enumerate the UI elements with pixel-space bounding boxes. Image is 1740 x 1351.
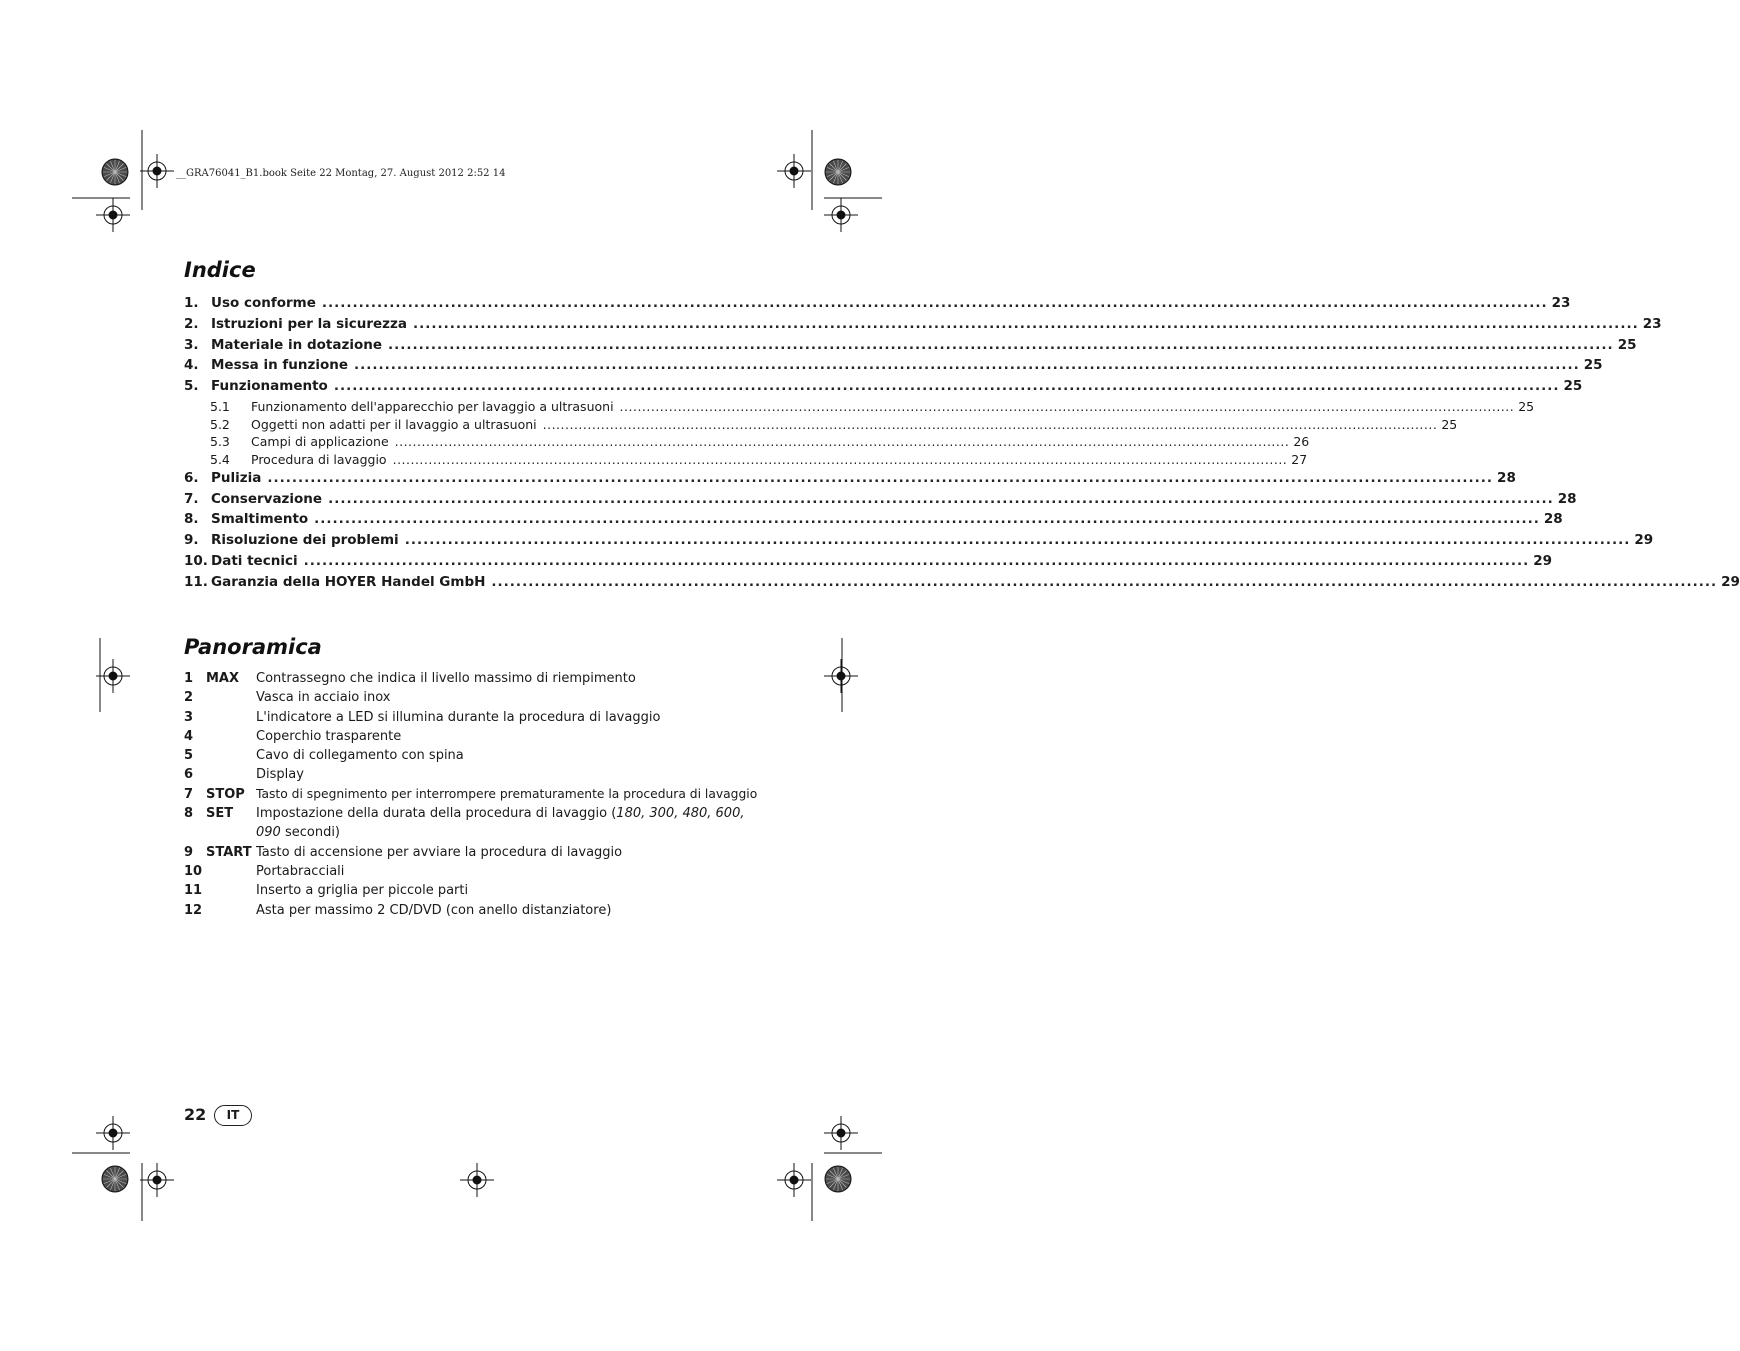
- overview-item: [184, 881, 754, 900]
- toc-dot-leader: ........................................................................................................................................................................................................: [314, 511, 1540, 528]
- toc-entry: [184, 511, 1563, 532]
- toc-entry-label: Conservazione: [211, 490, 323, 507]
- toc-entry-label: Uso conforme: [211, 295, 316, 311]
- toc-dot-leader: ........................................................................................................................................................................................................: [394, 434, 1290, 450]
- toc-entry: [184, 552, 1553, 574]
- toc-entry-page: 27: [1291, 452, 1308, 468]
- toc-dot-leader: ........................................................................................................................................................................................................: [619, 398, 1515, 414]
- toc-entry-page: 25: [1583, 357, 1603, 374]
- overview-item-description: Cavo di collegamento con spina: [256, 748, 464, 764]
- overview-item-number: 5: [184, 748, 194, 764]
- overview-item-number: 1: [184, 671, 194, 686]
- toc-entry-number: 3.: [184, 336, 199, 353]
- toc-entry-label: Istruzioni per la sicurezza: [211, 315, 408, 332]
- toc-dot-leader: ........................................................................................................................................................................................................: [267, 469, 1494, 486]
- toc-entry-label: Smaltimento: [211, 511, 309, 528]
- toc-entry-number: 11.: [184, 573, 208, 590]
- toc-entry-page: 25: [1441, 416, 1458, 432]
- toc-entry-page: 29: [1634, 532, 1654, 549]
- toc-entry-label: Risoluzione dei problemi: [211, 532, 399, 549]
- toc-entry-number: 5.4: [210, 452, 230, 468]
- overview-item-number: 9: [184, 844, 194, 860]
- toc-entry-number: 9.: [184, 532, 199, 549]
- language-badge: IT: [214, 1105, 252, 1126]
- overview-item-number: 4: [184, 728, 194, 744]
- toc-entry-label: Campi di applicazione: [251, 434, 389, 450]
- toc-entry-label: Funzionamento dell'apparecchio per lavaggio a ultrasuoni: [251, 398, 614, 414]
- toc-entry-label: Procedura di lavaggio: [251, 452, 387, 468]
- toc-dot-leader: ........................................................................................................................................................................................................: [413, 315, 1639, 332]
- overview-item: [184, 804, 754, 843]
- toc-entry-number: 4.: [184, 357, 199, 374]
- overview-item: [184, 708, 754, 727]
- overview-item-key: [206, 881, 256, 900]
- toc-dot-leader: ........................................................................................................................................................................................................: [303, 552, 1530, 569]
- toc-entry-number: 5.: [184, 378, 199, 395]
- overview-item: [184, 765, 754, 784]
- toc-entry-number: 1.: [184, 295, 199, 311]
- overview-item-key: [206, 727, 256, 746]
- toc-entry-label: Messa in funzione: [211, 357, 349, 374]
- overview-item-description: Tasto di accensione per avviare la procedura di lavaggio: [256, 844, 623, 860]
- toc-entry-number: 2.: [184, 315, 199, 332]
- overview-item-key: STOP: [206, 786, 245, 802]
- toc-entry: [184, 295, 1571, 316]
- overview-item-number: 11: [184, 883, 203, 899]
- toc-entry-label: Funzionamento: [211, 378, 328, 395]
- overview-item: [184, 669, 754, 688]
- overview-item-key: [206, 765, 256, 784]
- toc-entry-page: 29: [1721, 573, 1740, 590]
- toc-entry-number: 5.1: [210, 398, 230, 414]
- overview-title: Panoramica: [184, 635, 322, 659]
- toc-entry-number: 7.: [184, 490, 199, 507]
- overview-item-description: Tasto di spegnimento per interrompere prematuramente la procedura di lavaggio: [256, 786, 758, 801]
- overview-item-key: START: [206, 844, 252, 860]
- overview-item-number: 2: [184, 690, 194, 706]
- overview-item-key: SET: [206, 806, 234, 822]
- toc-entry-number: 10.: [184, 552, 208, 569]
- toc-entry-label: Oggetti non adatti per il lavaggio a ultrasuoni: [251, 416, 537, 432]
- toc-entry-page: 23: [1551, 295, 1571, 311]
- toc-entry-page: 25: [1518, 398, 1535, 414]
- toc-dot-leader: ........................................................................................................................................................................................................: [404, 532, 1631, 549]
- toc-dot-leader: ........................................................................................................................................................................................................: [491, 573, 1718, 590]
- overview-list: [184, 669, 758, 920]
- print-header-file-info: __GRA76041_B1.book Seite 22 Montag, 27. August 2012 2:52 14: [176, 168, 506, 179]
- toc-dot-leader: ........................................................................................................................................................................................................: [354, 357, 1580, 374]
- toc-entry-number: 5.3: [210, 434, 230, 450]
- overview-item-number: 6: [184, 767, 194, 783]
- toc-entry-number: 5.2: [210, 416, 230, 432]
- toc-dot-leader: ........................................................................................................................................................................................................: [333, 378, 1560, 395]
- toc-entry: [184, 469, 1516, 491]
- overview-item: [184, 727, 754, 746]
- overview-item-description: Display: [256, 767, 304, 783]
- toc-entry: [184, 398, 1535, 417]
- page-number: 22: [184, 1105, 207, 1124]
- overview-item-number: 10: [184, 863, 203, 879]
- overview-item: [184, 901, 754, 920]
- toc-entry: [184, 452, 1308, 470]
- toc-entry-label: Materiale in dotazione: [211, 336, 382, 353]
- overview-item-number: 3: [184, 709, 194, 725]
- toc-entry: [184, 336, 1637, 358]
- overview-item-description: Portabracciali: [256, 863, 345, 879]
- overview-item: [184, 746, 754, 765]
- overview-item-description: Impostazione della durata della procedura di lavaggio (180, 300, 480, 600, 090 secondi): [256, 806, 745, 841]
- toc-dot-leader: ........................................................................................................................................................................................................: [392, 452, 1288, 468]
- color-star-mark-bottom-left: [102, 1166, 128, 1192]
- overview-item-key: [206, 901, 256, 920]
- toc-entry: [184, 490, 1577, 512]
- overview-item-key: [206, 746, 256, 765]
- toc-dot-leader: ........................................................................................................................................................................................................: [542, 416, 1438, 432]
- toc-dot-leader: ........................................................................................................................................................................................................: [388, 336, 1614, 353]
- toc-dot-leader: ........................................................................................................................................................................................................: [321, 295, 1548, 311]
- overview-item-key: [206, 688, 256, 707]
- overview-item-key: [206, 708, 256, 727]
- overview-item-number: 12: [184, 902, 203, 918]
- overview-item: [184, 843, 754, 862]
- overview-item-description: Vasca in acciaio inox: [256, 690, 391, 706]
- toc-entry-label: Dati tecnici: [211, 552, 298, 569]
- overview-item-description: Asta per massimo 2 CD/DVD (con anello distanziatore): [256, 902, 612, 918]
- toc-entry-label: Pulizia: [211, 469, 262, 486]
- overview-item-key: [206, 862, 256, 881]
- color-star-mark-bottom-right: [825, 1166, 851, 1192]
- color-star-mark-top-right: [825, 159, 851, 185]
- overview-item: [184, 785, 758, 804]
- toc-entry: [184, 573, 1740, 595]
- toc-title: Indice: [184, 258, 256, 282]
- color-star-mark-top-left: [102, 159, 128, 185]
- overview-item-key: MAX: [206, 671, 240, 686]
- toc-entry-label: Garanzia della HOYER Handel GmbH: [211, 573, 486, 590]
- toc-entry-page: 26: [1293, 434, 1310, 450]
- overview-item-description: L'indicatore a LED si illumina durante la procedura di lavaggio: [256, 709, 661, 725]
- toc-entry: [184, 434, 1310, 452]
- overview-item: [184, 862, 754, 881]
- table-of-contents: [184, 295, 1740, 595]
- toc-entry-page: 25: [1563, 378, 1583, 395]
- toc-entry: [184, 357, 1603, 378]
- overview-item-number: 8: [184, 806, 194, 822]
- toc-entry: [184, 315, 1662, 337]
- overview-item-number: 7: [184, 786, 194, 802]
- overview-item-description: Contrassegno che indica il livello massimo di riempimento: [256, 671, 636, 686]
- toc-entry: [184, 532, 1654, 553]
- toc-entry-page: 23: [1642, 315, 1662, 332]
- toc-entry-number: 6.: [184, 469, 199, 486]
- toc-entry-page: 29: [1533, 552, 1553, 569]
- toc-entry: [184, 378, 1583, 399]
- toc-entry: [184, 416, 1458, 435]
- toc-entry-page: 25: [1617, 336, 1637, 353]
- toc-dot-leader: ........................................................................................................................................................................................................: [328, 490, 1554, 507]
- toc-entry-page: 28: [1557, 490, 1577, 507]
- overview-item-description: Inserto a griglia per piccole parti: [256, 883, 469, 899]
- overview-item: [184, 688, 754, 707]
- toc-entry-page: 28: [1497, 469, 1516, 486]
- overview-item-description: Coperchio trasparente: [256, 728, 402, 744]
- toc-entry-page: 28: [1543, 511, 1563, 528]
- toc-entry-number: 8.: [184, 511, 199, 528]
